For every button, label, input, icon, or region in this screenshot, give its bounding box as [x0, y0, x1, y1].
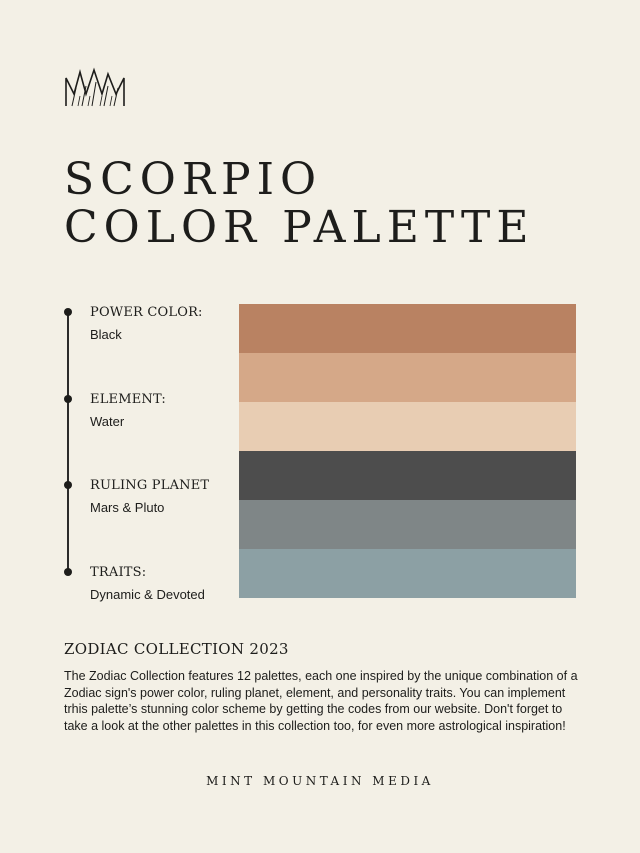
title-line-1: SCORPIO — [64, 154, 323, 205]
collection-description: The Zodiac Collection features 12 palettes, each one inspired by the unique combination of a Zodiac sign's power color, ruling planet, element, and personality traits. You can implement trhis palette’s stunning color scheme by getting the codes from our website. Don't forget to take a look at the other palettes in this collection too, for even more astrological inspiration! — [64, 669, 578, 733]
color-swatch-4 — [239, 451, 576, 500]
color-swatch-2 — [239, 353, 576, 402]
color-swatch-6 — [239, 549, 576, 598]
color-swatch-3 — [239, 402, 576, 451]
power-color-value: Black — [90, 327, 122, 342]
color-swatch-5 — [239, 500, 576, 549]
element-value: Water — [90, 414, 125, 429]
timeline-dot — [64, 481, 72, 489]
traits-value: Dynamic & Devoted — [90, 587, 205, 602]
page-title — [64, 156, 534, 252]
power-color-label: POWER COLOR: — [90, 305, 203, 320]
traits-label: TRAITS: — [90, 565, 147, 580]
color-swatch-1 — [239, 304, 576, 353]
collection-title: ZODIAC COLLECTION 2023 — [64, 640, 289, 658]
element-label: ELEMENT: — [90, 392, 166, 407]
timeline-line — [67, 312, 69, 572]
timeline-dot — [64, 395, 72, 403]
timeline-dot — [64, 568, 72, 576]
ruling-planet-value: Mars & Pluto — [90, 500, 165, 515]
title-line-2: COLOR PALETTE — [64, 202, 535, 253]
timeline-dot — [64, 308, 72, 316]
brand-footer: MINT MOUNTAIN MEDIA — [206, 774, 434, 788]
ruling-planet-label: RULING PLANET — [90, 478, 210, 493]
color-palette — [239, 304, 576, 598]
mountain-monogram-icon — [64, 66, 128, 108]
